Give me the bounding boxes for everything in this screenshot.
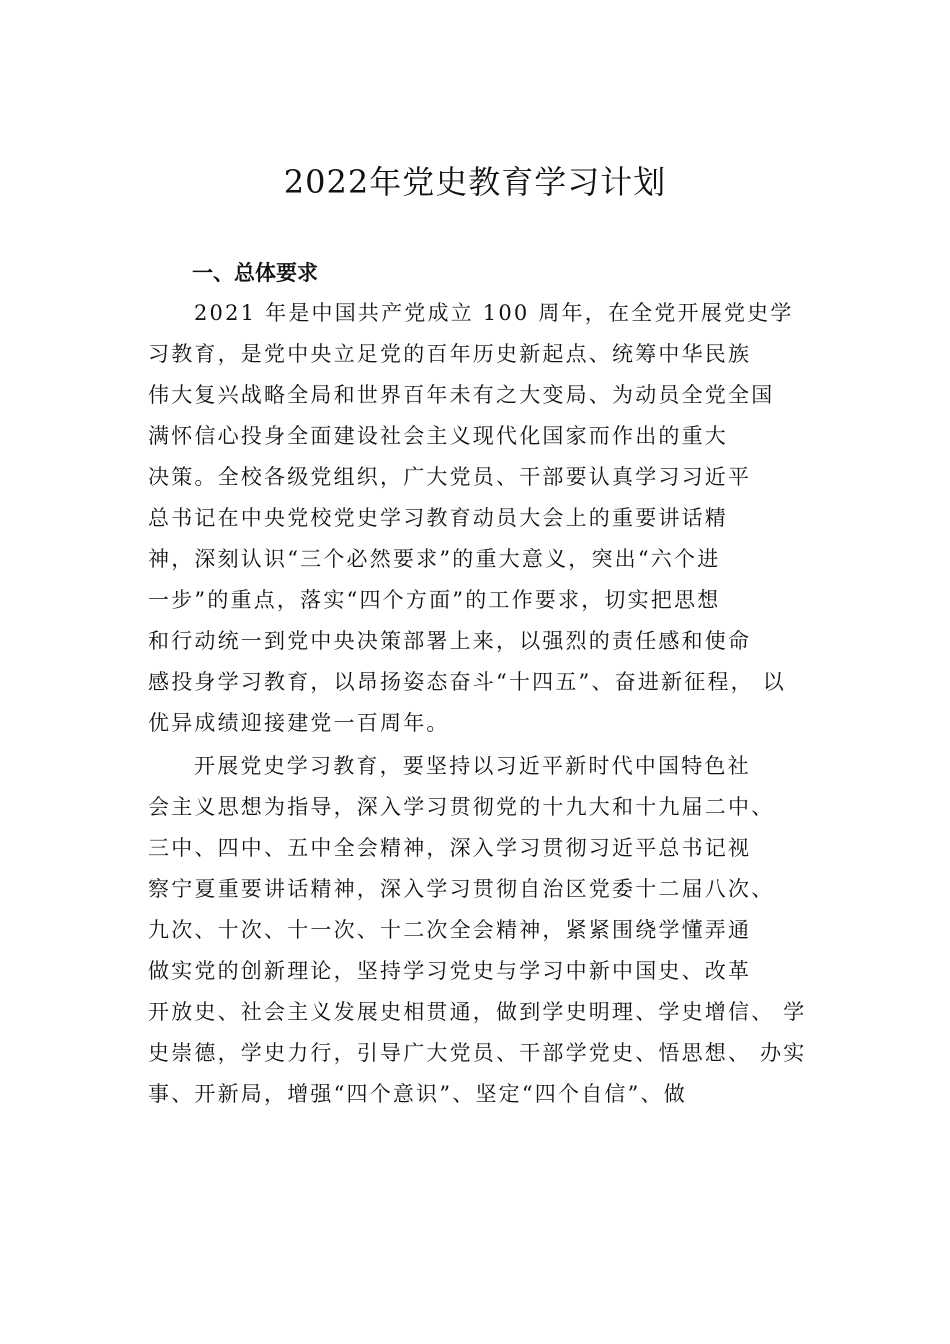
document-title: 2022年党史教育学习计划 (283, 163, 667, 201)
paragraph-2-line: 会主义思想为指导，深入学习贯彻党的十九大和十九届二中、 (148, 795, 775, 819)
paragraph-2-line: 三中、四中、五中全会精神，深入学习贯彻习近平总书记视 (148, 836, 752, 860)
paragraph-1-line: 总书记在中央党校党史学习教育动员大会上的重要讲话精 (148, 506, 728, 530)
section-heading: 一、总体要求 (192, 261, 318, 285)
paragraph-1-line: 神，深刻认识“三个必然要求”的重大意义，突出“六个进 (148, 547, 721, 571)
paragraph-1-line: 优异成绩迎接建党一百周年。 (148, 711, 450, 735)
paragraph-2-line: 史崇德，学史力行，引导广大党员、干部学党史、悟思想、 办实 (148, 1041, 807, 1065)
paragraph-1-line: 一步”的重点，落实“四个方面”的工作要求，切实把思想 (148, 588, 721, 612)
paragraph-1-line: 和行动统一到党中央决策部署上来，以强烈的责任感和使命 (148, 629, 752, 653)
paragraph-2-line: 九次、十次、十一次、十二次全会精神，紧紧围绕学懂弄通 (148, 918, 752, 942)
paragraph-2-line: 做实党的创新理论，坚持学习党史与学习中新中国史、改革 (148, 959, 752, 983)
paragraph-2-line: 察宁夏重要讲话精神，深入学习贯彻自治区党委十二届八次、 (148, 877, 775, 901)
paragraph-1-line: 习教育，是党中央立足党的百年历史新起点、统筹中华民族 (148, 342, 752, 366)
paragraph-1-line: 感投身学习教育，以昂扬姿态奋斗“十四五”、奋进新征程， 以 (148, 670, 786, 694)
paragraph-1-line: 决策。全校各级党组织，广大党员、干部要认真学习习近平 (148, 465, 752, 489)
paragraph-2-line: 开放史、社会主义发展史相贯通，做到学史明理、学史增信、 学 (148, 1000, 807, 1024)
paragraph-2-line: 事、开新局，增强“四个意识”、坚定“四个自信”、做 (148, 1082, 687, 1106)
paragraph-1-line: 2021 年是中国共产党成立 100 周年，在全党开展党史学 (194, 301, 794, 325)
paragraph-1-line: 伟大复兴战略全局和世界百年未有之大变局、为动员全党全国 (148, 383, 775, 407)
paragraph-2-line: 开展党史学习教育，要坚持以习近平新时代中国特色社 (194, 754, 751, 778)
paragraph-1-line: 满怀信心投身全面建设社会主义现代化国家而作出的重大 (148, 424, 728, 448)
